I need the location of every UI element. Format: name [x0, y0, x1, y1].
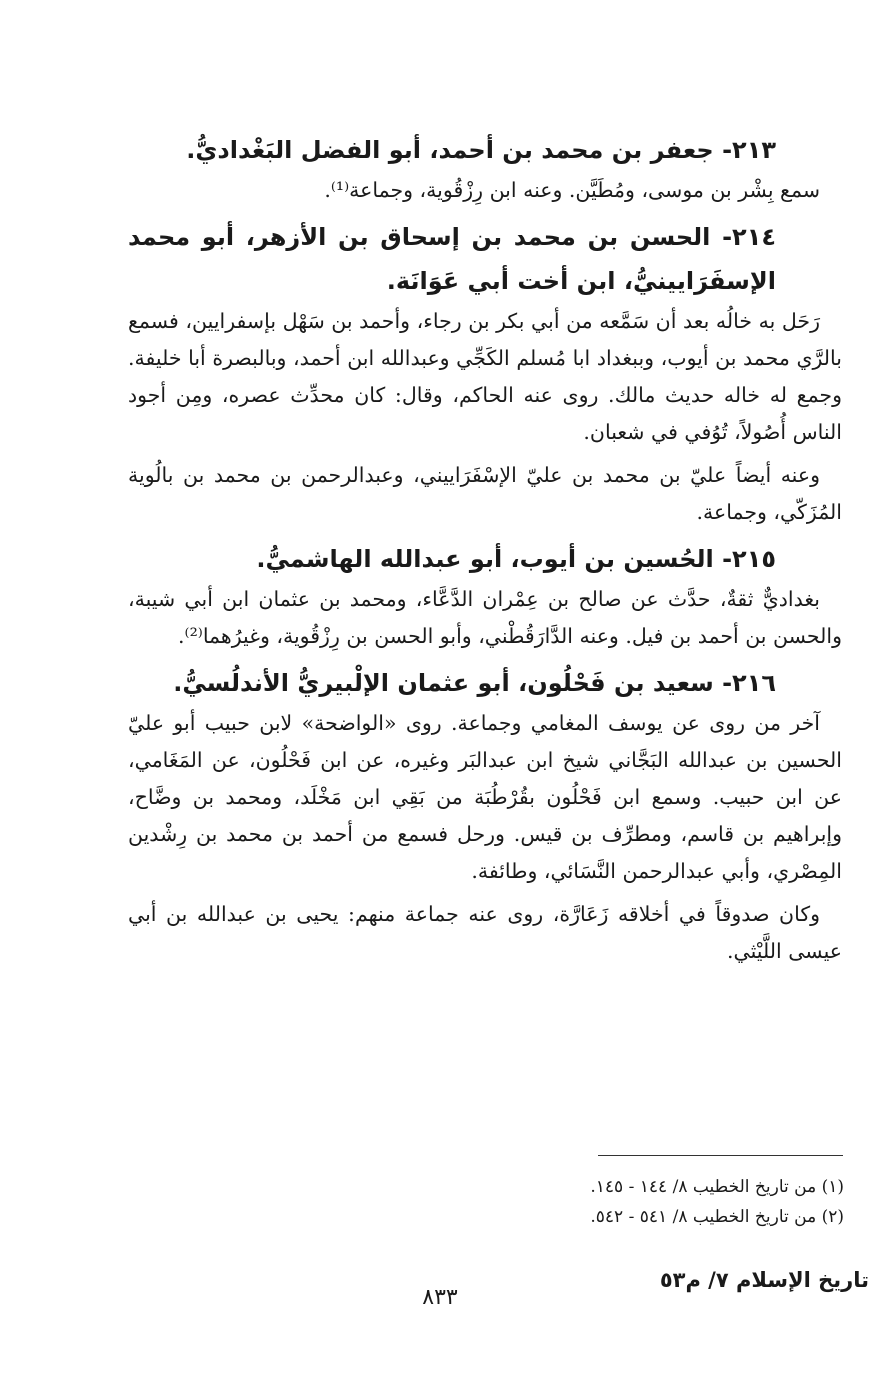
page-number: ٨٣٣: [422, 1285, 458, 1310]
entry-heading-216: ٢١٦- سعيد بن فَحْلُون، أبو عثمان الإلْبيريُّ الأندلُسيُّ.: [173, 669, 776, 697]
main-text-block: [128, 128, 842, 976]
entry-214-paragraph-1: رَحَل به خالُه بعد أن سَمَّعه من أبي بكر بن رجاء، وأحمد بن سَهْل بإسفرايين، فسمع بالرَّي محمد بن أيوب، وببغداد ابا مُسلم الكَجِّي وعبدالله ابن أحمد، وبالبصرة أبا خليفة. وجمع له خاله حديث مالك. روى عنه الحاكم، وقال: كان محدِّث عصره، ومِن أجود الناس أُصُولاً، تُوُفي في شعبان.: [128, 309, 842, 444]
volume-signature: تاريخ الإسلام ٧/ م٥٣: [659, 1268, 869, 1292]
footnote-1: (١) من تاريخ الخطيب ٨/ ١٤٤ - ١٤٥.: [590, 1177, 844, 1197]
entry-215-paragraph-1: بغداديٌّ ثقةٌ، حدَّث عن صالح بن عِمْران الدَّعَّاء، ومحمد بن عثمان ابن أبي شيبة، والحسن بن أحمد بن فيل. وعنه الدَّارَقُطْني، وأبو الحسن بن رِزْقُوية، وغيرُهما⁽²⁾.: [128, 587, 842, 648]
entry-213-paragraph-1: سمع بِشْر بن موسى، ومُطَيَّن. وعنه ابن رِزْقُوية، وجماعة⁽¹⁾.: [324, 178, 820, 202]
entry-216-paragraph-1: آخر من روى عن يوسف المغامي وجماعة. روى «الواضحة» لابن حبيب أبو عليّ الحسين بن عبدالله البَجَّاني شيخ ابن عبدالبَر وغيره، عن ابن فَحْلُون، عن المَغَامي، عن ابن حبيب. وسمع ابن فَحْلُون بقُرْطُبَة من بَقِي ابن مَخْلَد، ومحمد بن وضَّاح، وإبراهيم بن قاسم، ومطرِّف بن قيس. ورحل فسمع من أحمد بن محمد بن رِشْدين المِصْري، وأبي عبدالرحمن النَّسَائي، وطائفة.: [128, 711, 842, 883]
entry-heading-215: ٢١٥- الحُسين بن أيوب، أبو عبدالله الهاشميُّ.: [256, 545, 776, 573]
footnote-divider: [598, 1155, 843, 1156]
entry-214-paragraph-2: وعنه أيضاً عليّ بن محمد بن عليّ الإسْفَرَاييني، وعبدالرحمن بن محمد بن بالُوية المُزَكّي، وجماعة.: [128, 463, 842, 524]
entry-heading-214: ٢١٤- الحسن بن محمد بن إسحاق بن الأزهر، أبو محمد الإسفَرَايينيُّ، ابن أخت أبي عَوَانَة.: [128, 223, 776, 295]
entry-216-paragraph-2: وكان صدوقاً في أخلاقه زَعَارَّة، روى عنه جماعة منهم: يحيى بن عبدالله بن أبي عيسى اللَّيْثي.: [128, 902, 842, 963]
footnote-2: (٢) من تاريخ الخطيب ٨/ ٥٤١ - ٥٤٢.: [590, 1207, 844, 1227]
footnotes: [420, 1172, 844, 1232]
entry-heading-213: ٢١٣- جعفر بن محمد بن أحمد، أبو الفضل البَغْداديُّ.: [186, 136, 776, 164]
